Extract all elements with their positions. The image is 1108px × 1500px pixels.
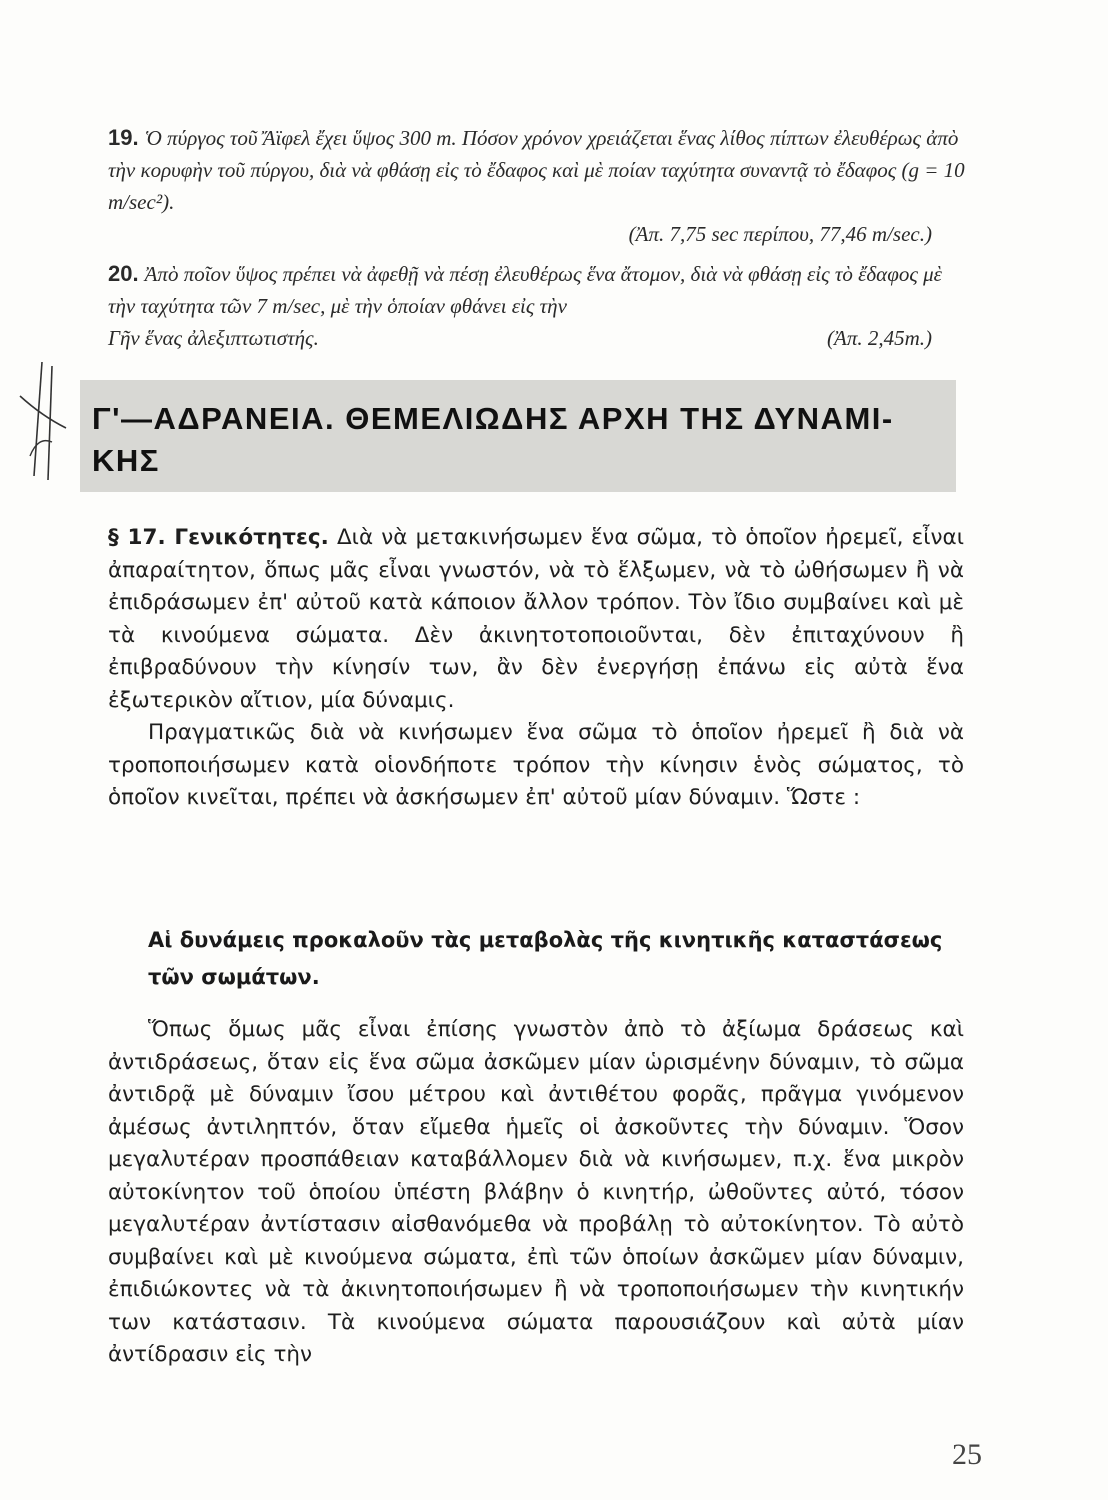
section-title <box>92 398 952 482</box>
paragraph-heading: § 17. Γενικότητες. <box>108 525 329 550</box>
problem-last-line: Γῆν ἕνας ἀλεξιπτωτιστής. <box>108 326 319 350</box>
handwritten-mark-icon <box>12 356 72 486</box>
paragraph-17 <box>108 522 964 815</box>
paragraph-text: Διὰ νὰ μετακινήσωμεν ἕνα σῶμα, τὸ ὁποῖον ἠρεμεῖ, εἶναι ἀπαραίτητον, ὅπως μᾶς εἶναι γνωστόν, νὰ τὸ ἕλξωμεν, νὰ τὸ ὠθήσωμεν ἢ νὰ ἐπιδράσωμεν ἐπ' αὐτοῦ κατὰ κάποιον ἄλλον τρόπον. Τὸν ἴδιο συμβαίνει καὶ μὲ τὰ κινούμενα σώματα. Δὲν ἀκινητοτοποιοῦνται, δὲν ἐπιταχύνουν ἢ ἐπιβραδύνουν τὴν κίνησίν των, ἂν δὲν ἐνεργήσῃ ἐπάνω εἰς αὐτὰ ἕνα ἐξωτερικὸν αἴτιον, μία δύναμις. <box>108 525 964 713</box>
problem-text: Ἀπὸ ποῖον ὕψος πρέπει νὰ ἀφεθῇ νὰ πέσῃ ἐλευθέρως ἕνα ἄτομον, διὰ νὰ φθάσῃ εἰς τὸ ἔδαφος μὲ τὴν ταχύτητα τῶν 7 m/sec, μὲ τὴν ὁποίαν φθάνει εἰς τὴν <box>108 262 942 318</box>
problem-answer: (Ἀπ. 7,75 sec περίπου, 77,46 m/sec.) <box>628 222 932 246</box>
problem-number: 20. <box>108 261 139 286</box>
problem-19 <box>108 122 968 250</box>
problem-20 <box>108 258 968 354</box>
paragraph-text-2: Πραγματικῶς διὰ νὰ κινήσωμεν ἕνα σῶμα τὸ ὁποῖον ἠρεμεῖ ἢ διὰ νὰ τροποποιήσωμεν κατὰ οἱονδήποτε τρόπον τὴν κίνησιν ἑνὸς σώματος, τὸ ὁποῖον κινεῖται, πρέπει νὰ ἀσκήσωμεν ἐπ' αὐτοῦ μίαν δύναμιν. Ὥστε : <box>108 720 964 810</box>
rule-statement: Αἱ δυνάμεις προκαλοῦν τὰς μεταβολὰς τῆς κινητικῆς καταστάσεως τῶν σωμάτων. <box>148 928 943 989</box>
problem-text: Ὁ πύργος τοῦ Ἄϊφελ ἔχει ὕψος 300 m. Πόσον χρόνον χρειάζεται ἕνας λίθος πίπτων ἐλευθέρως ἀπὸ τὴν κορυφὴν τοῦ πύργου, διὰ νὰ φθάσῃ εἰς τὸ ἔδαφος καὶ μὲ ποίαν ταχύτητα συναντᾷ τὸ ἔδαφος (g = 10 m/sec²). <box>108 126 965 214</box>
page-number: 25 <box>952 1438 982 1471</box>
problem-number: 19. <box>108 125 139 150</box>
paragraph-action-reaction: Ὅπως ὅμως μᾶς εἶναι ἐπίσης γνωστὸν ἀπὸ τὸ ἀξίωμα δράσεως καὶ ἀντιδράσεως, ὅταν εἰς ἕνα σῶμα ἀσκῶμεν μίαν ὡρισμένην δύναμιν, τὸ σῶμα ἀντιδρᾷ μὲ δύναμιν ἴσου μέτρου καὶ ἀντιθέτου φορᾶς, πρᾶγμα γινόμενον ἀμέσως ἀντιληπτόν, ὅταν εἴμεθα ἡμεῖς οἱ ἀσκοῦντες τὴν δύναμιν. Ὅσον μεγαλυτέραν προσπάθειαν καταβάλλομεν διὰ νὰ κινήσωμεν, π.χ. ἕνα μικρὸν αὐτοκίνητον τοῦ ὁποίου ὑπέστη βλάβην ὁ κινητήρ, ὠθοῦντες αὐτό, τόσον μεγαλυτέραν ἀντίστασιν αἰσθανόμεθα νὰ προβάλῃ τὸ αὐτοκίνητον. Τὸ αὐτὸ συμβαίνει καὶ μὲ κινούμενα σώματα, ἐπὶ τῶν ὁποίων ἀσκῶμεν μίαν δύναμιν, ἐπιδιώκοντες νὰ τὰ ἀκινητοποιήσωμεν ἢ νὰ τροποποιήσωμεν τὴν κινητικήν των κατάστασιν. Τὰ κινούμενα σώματα παρουσιάζουν καὶ αὐτὰ μίαν ἀντίδρασιν εἰς τὴν <box>108 1017 964 1367</box>
section-title-line2: ΚΗΣ <box>92 443 160 478</box>
problem-answer: (Ἀπ. 2,45m.) <box>827 326 932 350</box>
section-title-line1: Γ'—ΑΔΡΑΝΕΙΑ. ΘΕΜΕΛΙΩΔΗΣ ΑΡΧΗ ΤΗΣ ΔΥΝΑΜΙ- <box>92 401 894 436</box>
